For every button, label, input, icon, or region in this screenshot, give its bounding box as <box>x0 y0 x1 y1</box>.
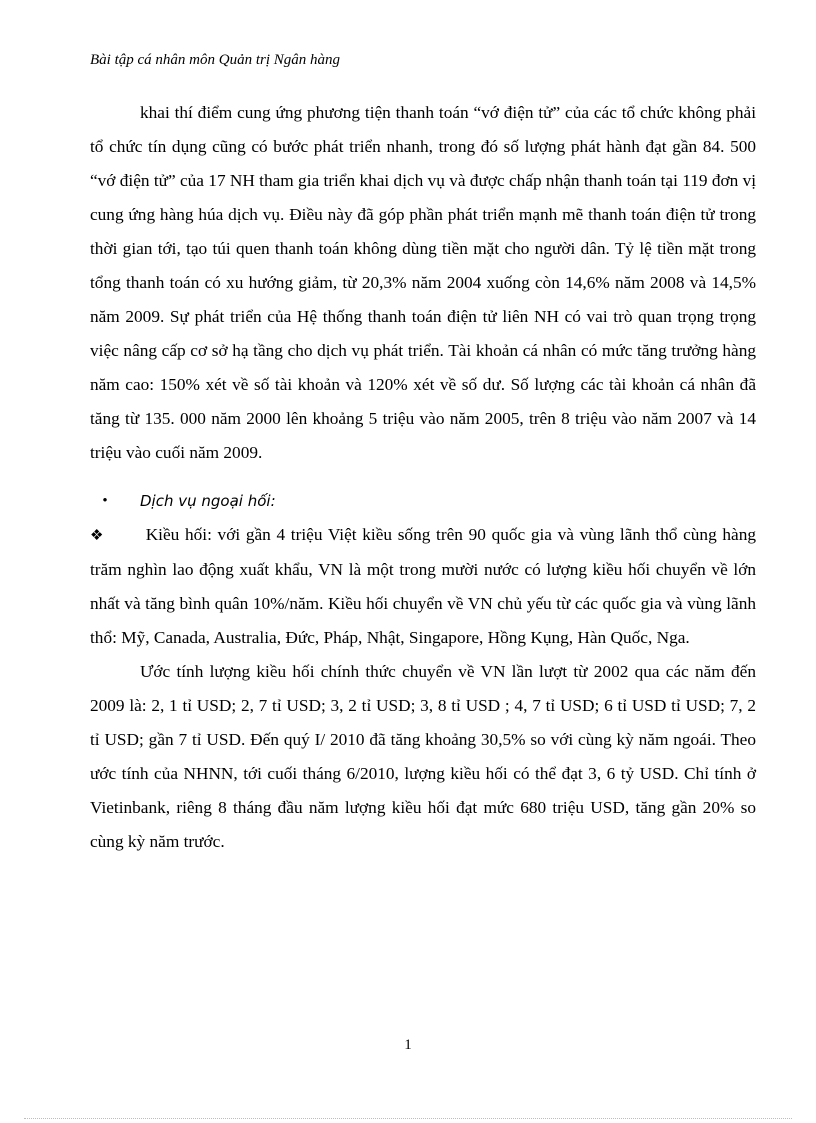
paragraph-remittance-estimates: Ước tính lượng kiều hối chính thức chuyển về VN lần lượt từ 2002 qua các năm đến 2009 là: 2, 1 tỉ USD; 2, 7 tỉ USD; 3, 2 tỉ USD; 3, 8 tỉ USD ; 4, 7 tỉ USD; 6 tỉ USD tỉ USD; 7, 2 tỉ USD; gần 7 tỉ USD. Đến quý I/ 2010 đã tăng khoảng 30,5% so với cùng kỳ năm ngoái. Theo ước tính của NHNN, tới cuối tháng 6/2010, lượng kiều hối có thể đạt 3, 6 tỷ USD. Chỉ tính ở Vietinbank, riêng 8 tháng đầu năm lượng kiều hối đạt mức 680 triệu USD, tăng gần 20% so cùng kỳ năm trước. <box>90 662 756 851</box>
paragraph-spacer <box>90 470 756 484</box>
paragraph-payment-services: khai thí điểm cung ứng phương tiện thanh toán “vớ điện tử” của các tổ chức không phải tổ chức tín dụng cũng có bước phát triển nhanh, trong đó số lượng phát hành đạt gần 84. 500 “vớ điện tử” của 17 NH tham gia triển khai dịch vụ và được chấp nhận thanh toán tại 119 đơn vị cung ứng hàng húa dịch vụ. Điều này đã góp phần phát triển mạnh mẽ thanh toán điện tử trong thời gian tới, tạo túi quen thanh toán không dùng tiền mặt cho người dân. Tỷ lệ tiền mặt trong tổng thanh toán có xu hướng giảm, từ 20,3% năm 2004 xuống còn 14,6% năm 2008 và 14,5% năm 2009. Sự phát triển của Hệ thống thanh toán điện tử liên NH có vai trò quan trọng trọng việc nâng cấp cơ sở hạ tầng cho dịch vụ phát triển. Tài khoản cá nhân có mức tăng trưởng hàng năm cao: 150% xét về số tài khoản và 120% xét về số dư. Số lượng các tài khoản cá nhân đã tăng từ 135. 000 năm 2000 lên khoảng 5 triệu vào năm 2005, trên 8 triệu vào năm 2007 và 14 triệu vào cuối năm 2009. <box>90 103 757 462</box>
paragraph-remittances <box>90 518 756 655</box>
footer-divider <box>24 1118 792 1119</box>
bullet-foreign-exchange <box>90 484 756 518</box>
section-label-foreign-exchange: Dịch vụ ngoại hối: <box>140 492 276 510</box>
remittances-text: Kiều hối: với gần 4 triệu Việt kiều sống trên 90 quốc gia và vùng lãnh thổ cùng hàng trăm nghìn lao động xuất khẩu, VN là một trong mười nước có lượng kiều hối chuyển về lớn nhất và tăng bình quân 10%/năm. Kiều hối chuyển về VN chủ yếu từ các quốc gia và vùng lãnh thổ: Mỹ, Canada, Australia, Đức, Pháp, Nhật, Singapore, Hồng Kụng, Hàn Quốc, Nga. <box>90 525 756 647</box>
page-number: 1 <box>404 1037 412 1053</box>
diamond-bullet-icon: ❖ <box>90 528 104 544</box>
page-header: Bài tập cá nhân môn Quản trị Ngân hàng <box>90 52 340 68</box>
document-body <box>90 96 756 859</box>
bullet-dot-icon: • <box>102 493 108 509</box>
